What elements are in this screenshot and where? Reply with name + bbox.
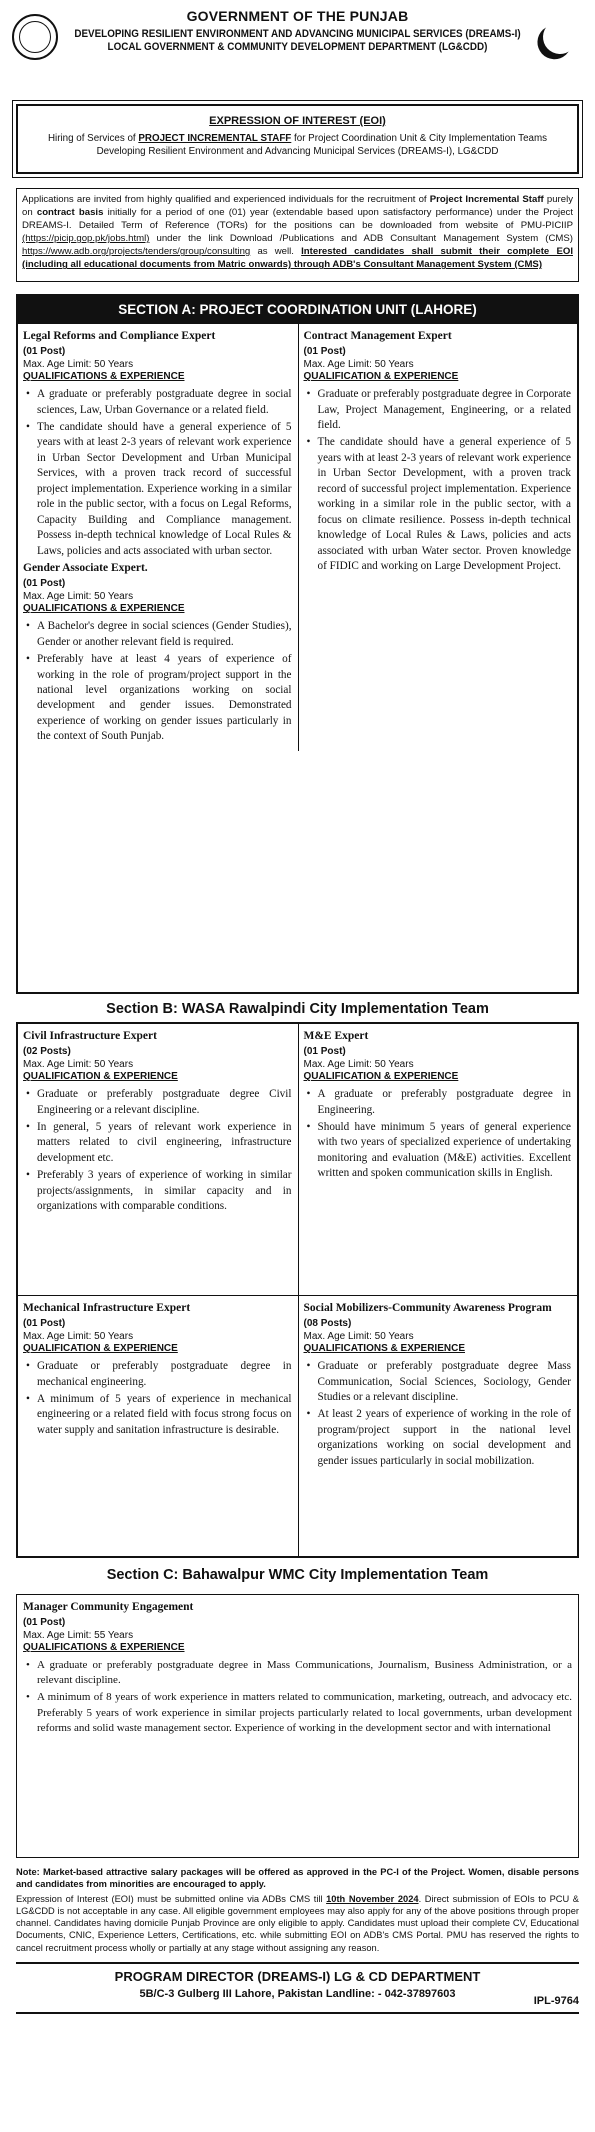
mechanical-infrastructure-expert: Mechanical Infrastructure Expert (01 Post) Max. Age Limit: 50 Years QUALIFICATION & EXPERIENCE • Graduate or preferably postgraduate degree in mechanical engineering. • A minimum of 5 years of experience in mechanical engineering or a related field with focus strong focus on water supply and sanitation infrastructure is desirable. xyxy=(18,1296,298,1556)
section-a-right-column: Contract Management Expert (01 Post) Max. Age Limit: 50 Years QUALIFICATION & EXPERIENCE • Graduate or preferably postgraduate degree in Corporate Law, Project Management, Engineering, or a related field. • The candidate should have a general experience of 5 years with at least 2-3 years of relevant work experience in Urban Sector Development, with a proven track record of successful project implementation. Experience working in a similar role in the public sector, with a focus on climate resilience. Possess in-depth technical knowledge of Local Rules & Laws, policies and acts associated with urban Water sector. Proven knowledge of FIDIC and working on Large Development Project. xyxy=(298,324,578,751)
job-title: Manager Community Engagement xyxy=(23,1601,194,1613)
submission-note: Expression of Interest (EOI) must be submitted online via ADBs CMS till 10th November 2024. Direct submission of EOIs to PCU & LG&CDD is not acceptable in any case. All eligible government employees may also apply for any of the above positions through proper channel. Candidates having domicile Punjab Province are only eligible to apply. Candidates must upload their complete CV, Educational Documents, CNIC, Experience Letters, Certifications, etc. while submitting EOI on ADB's CMS Portal. PMU has reserved the rights to cancel recruitment process wholly or partially at any stage without assigning any reason. xyxy=(16,1893,579,1953)
requirements-list xyxy=(23,387,292,559)
requirements-list xyxy=(23,1087,292,1215)
footer-address: 5B/C-3 Gulberg III Lahore, Pakistan Landline: - 042-37897603 xyxy=(139,1988,456,2001)
requirements-list xyxy=(304,1359,572,1469)
notes xyxy=(16,1866,579,1954)
list-item: • A minimum of 8 years of work experience in matters related to communication, marketing, outreach, and advocacy etc. Preferably 5 years of work experience in similar projects particularly related to local governments, urban development reforms and solid waste management sector. Experience of working in the development sector and with international xyxy=(23,1690,572,1736)
list-item: • At least 2 years of experience of working in the role of program/project support in the national level organizations working on social development and gender issues particularly in social mobilization. xyxy=(304,1407,572,1469)
list-item: • Graduate or preferably postgraduate degree Civil Engineering or a relevant discipline. xyxy=(23,1087,292,1118)
footer xyxy=(16,1962,579,2014)
header-department: LOCAL GOVERNMENT & COMMUNITY DEVELOPMENT DEPARTMENT (LG&CDD) xyxy=(107,41,488,54)
requirements-list xyxy=(23,1359,292,1438)
header-government: GOVERNMENT OF THE PUNJAB xyxy=(186,8,409,24)
eoi-description: Hiring of Services of PROJECT INCREMENTAL STAFF for Project Coordination Unit & City Implementation Teams Developing Resilient Environment and Advancing Municipal Services (DREAMS-I), LG&CDD xyxy=(47,133,548,158)
list-item: • Graduate or preferably postgraduate degree Mass Communication, Social Sciences, Sociology, Gender Studies or a relevant discipline. xyxy=(304,1359,572,1405)
job-title: Mechanical Infrastructure Expert xyxy=(23,1302,191,1314)
section-a-title: SECTION A: PROJECT COORDINATION UNIT (LAHORE) xyxy=(18,296,577,324)
intro-text: Applications are invited from highly qualified and experienced individuals for the recruitment of Project Incremental Staff purely on contract basis initially for a period of one (01) year (extendable based upon satisfactory performance) under the Project DREAMS-I. Detailed Term of Reference (TORs) for the positions can be downloaded from website of PMU-PICIIP (https://picip.gop.pk/jobs.html) under the link Download /Publications and ADB Consultant Management System (CMS) https://www.adb.org/projects/tenders/group/consulting as well. Interested candidates shall submit their complete EOI (including all educational documents from Matric onwards) through ADB's Consultant Management System (CMS) xyxy=(16,188,579,282)
requirements-list xyxy=(304,1087,572,1182)
section-c: Manager Community Engagement (01 Post) Max. Age Limit: 55 Years QUALIFICATIONS & EXPERIENCE • A graduate or preferably postgraduate degree in Mass Communications, Journalism, Business Administration, or a relevant discipline. • A minimum of 8 years of work experience in matters related to communication, marketing, outreach, and advocacy etc. Preferably 5 years of work experience in similar projects particularly related to local governments, urban development reforms and solid waste management sector. Experience of working in the development sector and with international xyxy=(16,1594,579,1858)
list-item: • A graduate or preferably postgraduate degree in Mass Communications, Journalism, Business Administration, or a relevant discipline. xyxy=(23,1658,572,1688)
section-b-title: Section B: WASA Rawalpindi City Implementation Team xyxy=(106,1001,489,1017)
job-title: M&E Expert xyxy=(303,1030,369,1042)
section-a-left-column: Legal Reforms and Compliance Expert (01 Post) Max. Age Limit: 50 Years QUALIFICATIONS & EXPERIENCE • A graduate or preferably postgraduate degree in social sciences, Law, Urban Governance or a related field. • The candidate should have a general experience of 5 years with at least 2-3 years of relevant work experience in Urban Sector Development and Urban Municipal Services, with a proven track record of successful project implementation. Experience working in a similar role in the public sector, with a focus on Legal Reforms, Capacity Building and Compliance management. Possess in-depth technical knowledge of Local Rules & Laws, policies and acts associated with urban sector. Gender Associate Expert. (01 Post) Max. Age Limit: 50 Years QUALIFICATIONS & EXPERIENCE • A Bachelor's degree in social sciences (Gender Studies), Gender or another relevant field is required. • Preferably have at least 4 years of experience of working in the role of program/project support in the national level organizations working on social development and gender issues. Demonstrated experience of working on gender issues particularly in the context of South Punjab. xyxy=(18,324,298,751)
eoi-box xyxy=(16,104,579,174)
section-a xyxy=(16,294,579,994)
section-b xyxy=(16,1022,579,1558)
adb-cms-link[interactable]: https://www.adb.org/projects/tenders/group/consulting xyxy=(22,246,251,258)
job-title: Social Mobilizers-Community Awareness Program xyxy=(303,1302,552,1314)
requirements-list xyxy=(23,1658,572,1736)
ipl-code: IPL-9764 xyxy=(533,1994,579,2007)
social-mobilizers: Social Mobilizers-Community Awareness Program (08 Posts) Max. Age Limit: 50 Years QUALIFICATIONS & EXPERIENCE • Graduate or preferably postgraduate degree Mass Communication, Social Sciences, Sociology, Gender Studies or a relevant discipline. • At least 2 years of experience of working in the role of program/project support in the national level organizations working on social development and gender issues particularly in social mobilization. xyxy=(298,1296,578,1556)
list-item: • Preferably 3 years of experience of working in similar projects/assignments, in similar capacity and in organizations with comparable conditions. xyxy=(23,1168,292,1214)
me-expert: M&E Expert (01 Post) Max. Age Limit: 50 Years QUALIFICATION & EXPERIENCE • A graduate or preferably postgraduate degree in Engineering. • Should have minimum 5 years of general experience with two years of specialized experience of undertaking monitoring and evaluation (M&E) activities. Excellent written and spoken communication skills in English. xyxy=(298,1024,578,1295)
civil-infrastructure-expert: Civil Infrastructure Expert (02 Posts) Max. Age Limit: 50 Years QUALIFICATION & EXPERIENCE • Graduate or preferably postgraduate degree Civil Engineering or a relevant discipline. • In general, 5 years of relevant work experience in matters related to civil engineering, infrastructure development etc. • Preferably 3 years of experience of working in similar projects/assignments, in similar capacity and in organizations with comparable conditions. xyxy=(18,1024,298,1295)
job-title: Contract Management Expert xyxy=(303,330,452,342)
eoi-title: EXPRESSION OF INTEREST (EOI) xyxy=(209,115,386,127)
header xyxy=(10,8,585,86)
list-item: • The candidate should have a general experience of 5 years with at least 2-3 years of relevant work experience in Urban Sector Development and Urban Municipal Services, with a proven track record of successful project implementation. Experience working in a similar role in the public sector, with a focus on Legal Reforms, Capacity Building and Compliance management. Possess in-depth technical knowledge of Local Rules & Laws, policies and acts associated with urban sector. xyxy=(23,420,292,559)
picip-link[interactable]: (https://picip.gop.pk/jobs.html) xyxy=(22,233,150,245)
job-title: Gender Associate Expert. xyxy=(23,562,148,575)
list-item: • A graduate or preferably postgraduate degree in Engineering. xyxy=(304,1087,572,1118)
salary-note: Note: Market-based attractive salary packages will be offered as approved in the PC-I of the Project. Women, disable persons and candidates from minorities are encouraged to apply. xyxy=(16,1867,579,1890)
list-item: • Graduate or preferably postgraduate degree in mechanical engineering. xyxy=(23,1359,292,1390)
list-item: • A minimum of 5 years of experience in mechanical engineering or a related field with focus strong focus on water supply and sanitation infrastructure is desirable. xyxy=(23,1392,292,1438)
requirements-list xyxy=(23,619,292,745)
footer-title: PROGRAM DIRECTOR (DREAMS-I) LG & CD DEPARTMENT xyxy=(114,1968,481,1984)
requirements-list xyxy=(304,387,572,574)
list-item: • A graduate or preferably postgraduate degree in social sciences, Law, Urban Governance or a related field. xyxy=(23,387,292,418)
job-title: Civil Infrastructure Expert xyxy=(23,1030,157,1042)
list-item: • Preferably have at least 4 years of experience of working in the role of program/project support in the national level organizations working on social development and gender issues. Demonstrated experience of working on gender issues particularly in the context of South Punjab. xyxy=(23,652,292,745)
job-title: Legal Reforms and Compliance Expert xyxy=(23,330,216,342)
list-item: • In general, 5 years of relevant work experience in matters related to civil engineering, infrastructure development etc. xyxy=(23,1120,292,1166)
section-c-title: Section C: Bahawalpur WMC City Implementation Team xyxy=(106,1567,489,1583)
list-item: • Should have minimum 5 years of general experience with two years of specialized experience of undertaking monitoring and evaluation (M&E) activities. Excellent written and spoken communication skills in English. xyxy=(304,1120,572,1182)
list-item: • A Bachelor's degree in social sciences (Gender Studies), Gender or another relevant field is required. xyxy=(23,619,292,650)
list-item: • The candidate should have a general experience of 5 years with at least 2-3 years of relevant work experience in Urban Sector Development, with a proven track record of successful project implementation. Experience working in a similar role in the public sector, with a focus on climate resilience. Possess in-depth technical knowledge of Local Rules & Laws, policies and acts associated with urban Water sector. Proven knowledge of FIDIC and working on Large Development Project. xyxy=(304,435,572,574)
header-project: DEVELOPING RESILIENT ENVIRONMENT AND ADVANCING MUNICIPAL SERVICES (DREAMS-I) xyxy=(74,27,521,40)
deadline-date: 10th November 2024 xyxy=(326,1893,419,1904)
list-item: • Graduate or preferably postgraduate degree in Corporate Law, Project Management, Engineering, or a related field. xyxy=(304,387,572,433)
